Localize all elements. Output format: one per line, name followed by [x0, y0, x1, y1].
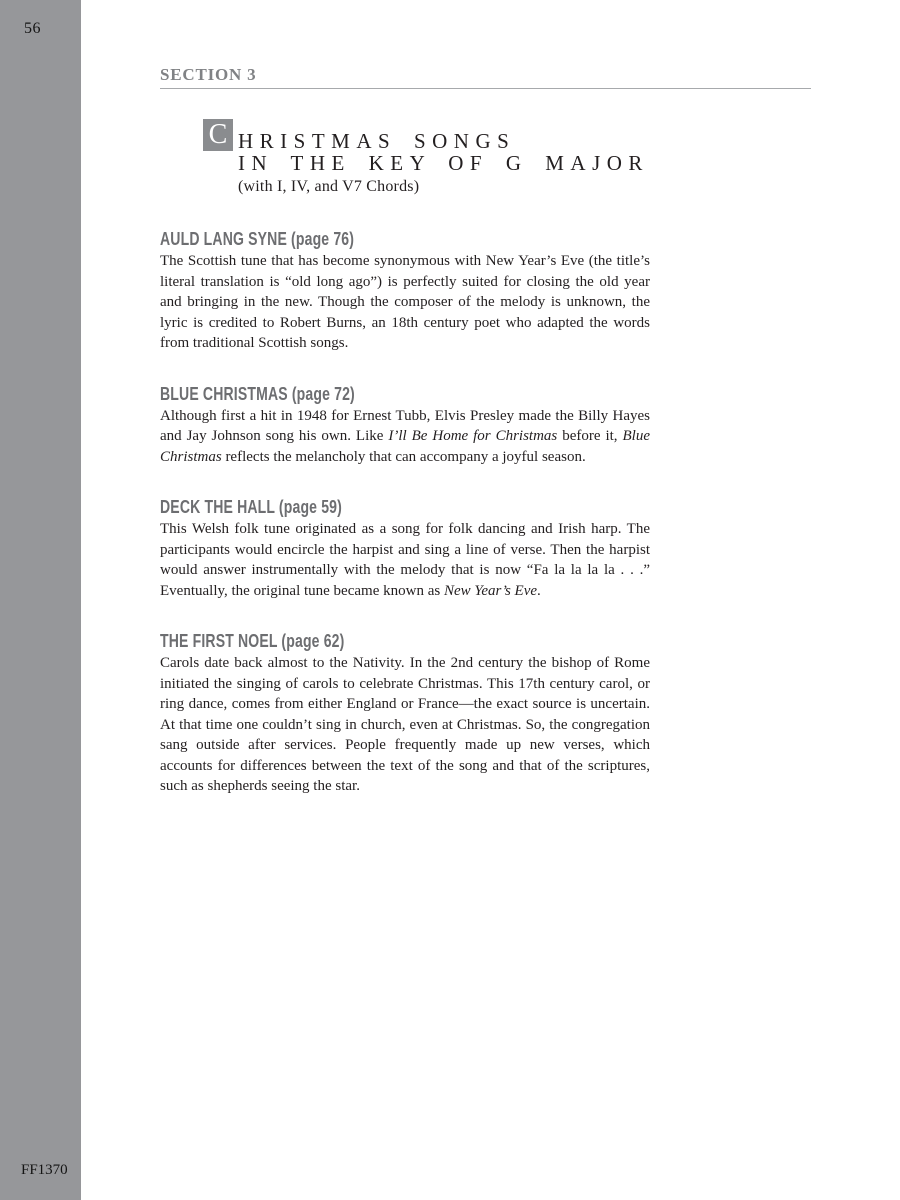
chapter-title-line-1: HRISTMAS SONGS	[238, 129, 516, 153]
chapter-title	[203, 119, 649, 197]
chapter-title-line-2: IN THE KEY OF G MAJOR	[238, 151, 649, 175]
section-header	[160, 66, 811, 89]
song-heading: DECK THE HALL (page 59)	[160, 497, 342, 517]
song-descriptions	[160, 229, 650, 827]
drop-cap-letter: C	[203, 119, 233, 151]
page-number: 56	[24, 20, 41, 37]
song-heading: BLUE CHRISTMAS (page 72)	[160, 383, 355, 404]
song-heading: AULD LANG SYNE (page 76)	[160, 229, 355, 249]
song-entry	[160, 384, 650, 468]
song-description: The Scottish tune that has become synonymous with New Year’s Eve (the title’s literal translation is “old long ago”) is perfectly suited for closing the old year and bringing in the new. Though the composer of the melody is unknown, the lyric is credited to Robert Burns, an 18th century poet who adapted the words from traditional Scottish songs.	[160, 253, 650, 351]
song-heading: THE FIRST NOEL (page 62)	[160, 631, 345, 651]
catalog-number: FF1370	[21, 1162, 68, 1178]
song-description: Carols date back almost to the Nativity. In the 2nd century the bishop of Rome initiated the singing of carols to celebrate Christmas. This 17th century carol, or ring dance, comes from either England or France—the exact source is uncertain. At that time one couldn’t sing in church, even at Christmas. So, the congregation sang outside after services. People frequently made up new verses, which accounts for differences between the text of the song and that of the scriptures, such as shepherds seeing the star.	[160, 655, 650, 794]
song-entry	[160, 229, 650, 354]
song-entry	[160, 631, 650, 797]
chapter-subtitle: (with I, IV, and V7 Chords)	[238, 178, 420, 195]
chapter-title-lines	[238, 119, 649, 197]
song-description: This Welsh folk tune originated as a song for folk dancing and Irish harp. The participants would encircle the harpist and sing a line of verse. Then the harpist would answer instrumentally with the melody that is now “Fa la la la la . . .” Eventually, the original tune became known as New Year’s Eve.	[160, 521, 650, 599]
section-label: SECTION 3	[160, 65, 257, 84]
song-description: Although first a hit in 1948 for Ernest Tubb, Elvis Presley made the Billy Hayes and Jay Johnson song his own. Like I’ll Be Home for Christmas before it, Blue Christmas reflects the melancholy that can accompany a joyful season.	[160, 407, 650, 465]
page-edge-bar	[0, 0, 81, 1200]
song-entry	[160, 497, 650, 601]
